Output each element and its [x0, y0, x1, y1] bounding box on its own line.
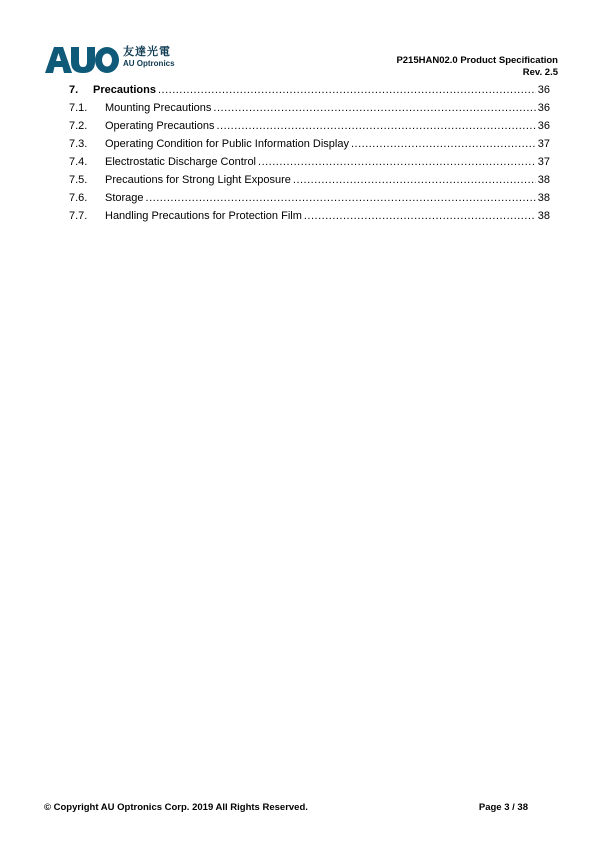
toc-entry-title: Electrostatic Discharge Control	[105, 156, 257, 168]
toc-entry[interactable]	[69, 135, 550, 153]
toc-dot-leader	[158, 81, 536, 99]
toc-entry-title: Operating Precautions	[105, 120, 215, 132]
toc-entry-page: 38	[537, 174, 550, 186]
toc-dot-leader	[216, 117, 535, 135]
document-header	[396, 55, 558, 79]
toc-entry-page: 38	[537, 192, 550, 204]
toc-entry-title: Precautions for Strong Light Exposure	[105, 174, 291, 186]
toc-entry-number: 7.	[69, 84, 79, 96]
toc-entry-number: 7.4.	[69, 156, 88, 168]
toc-entry-title: Handling Precautions for Protection Film	[105, 210, 302, 222]
toc-entry-number: 7.1.	[69, 102, 88, 114]
toc-entry-page: 38	[537, 210, 550, 222]
toc-entry[interactable]	[69, 153, 550, 171]
auo-logo-mark	[44, 44, 120, 74]
toc-dot-leader	[351, 135, 536, 153]
document-revision: Rev. 2.5	[522, 67, 558, 78]
footer-copyright: © Copyright AU Optronics Corp. 2019 All Rights Reserved.	[44, 802, 308, 813]
toc-entry-number: 7.2.	[69, 120, 88, 132]
logo-wordmark	[123, 45, 175, 70]
toc-entry[interactable]	[69, 117, 550, 135]
toc-entry-page: 37	[537, 156, 550, 168]
toc-entry[interactable]	[69, 207, 550, 225]
toc-entry-title: Mounting Precautions	[105, 102, 212, 114]
toc-entry-title: Storage	[105, 192, 144, 204]
logo-chinese-name: 友達光電	[123, 45, 171, 58]
toc-dot-leader	[304, 207, 536, 225]
toc-entry-title: Precautions	[93, 84, 156, 96]
toc-entry[interactable]	[69, 189, 550, 207]
toc-entry-number: 7.5.	[69, 174, 88, 186]
table-of-contents	[69, 81, 550, 225]
toc-entry-page: 36	[537, 84, 550, 96]
toc-entry-page: 36	[537, 120, 550, 132]
toc-dot-leader	[258, 153, 536, 171]
toc-dot-leader	[146, 189, 536, 207]
document-title: P215HAN02.0 Product Specification	[396, 55, 558, 66]
toc-entry-title: Operating Condition for Public Information Display	[105, 138, 349, 150]
toc-dot-leader	[293, 171, 536, 189]
toc-entry[interactable]	[69, 99, 550, 117]
toc-entry-number: 7.3.	[69, 138, 88, 150]
toc-entry-page: 37	[537, 138, 550, 150]
toc-entry[interactable]	[69, 81, 550, 99]
toc-entry-number: 7.7.	[69, 210, 88, 222]
toc-entry-number: 7.6.	[69, 192, 88, 204]
logo-english-name: AU Optronics	[123, 59, 175, 68]
toc-entry[interactable]	[69, 171, 550, 189]
footer-page-number: Page 3 / 38	[478, 802, 528, 813]
toc-entry-page: 36	[537, 102, 550, 114]
toc-dot-leader	[213, 99, 535, 117]
